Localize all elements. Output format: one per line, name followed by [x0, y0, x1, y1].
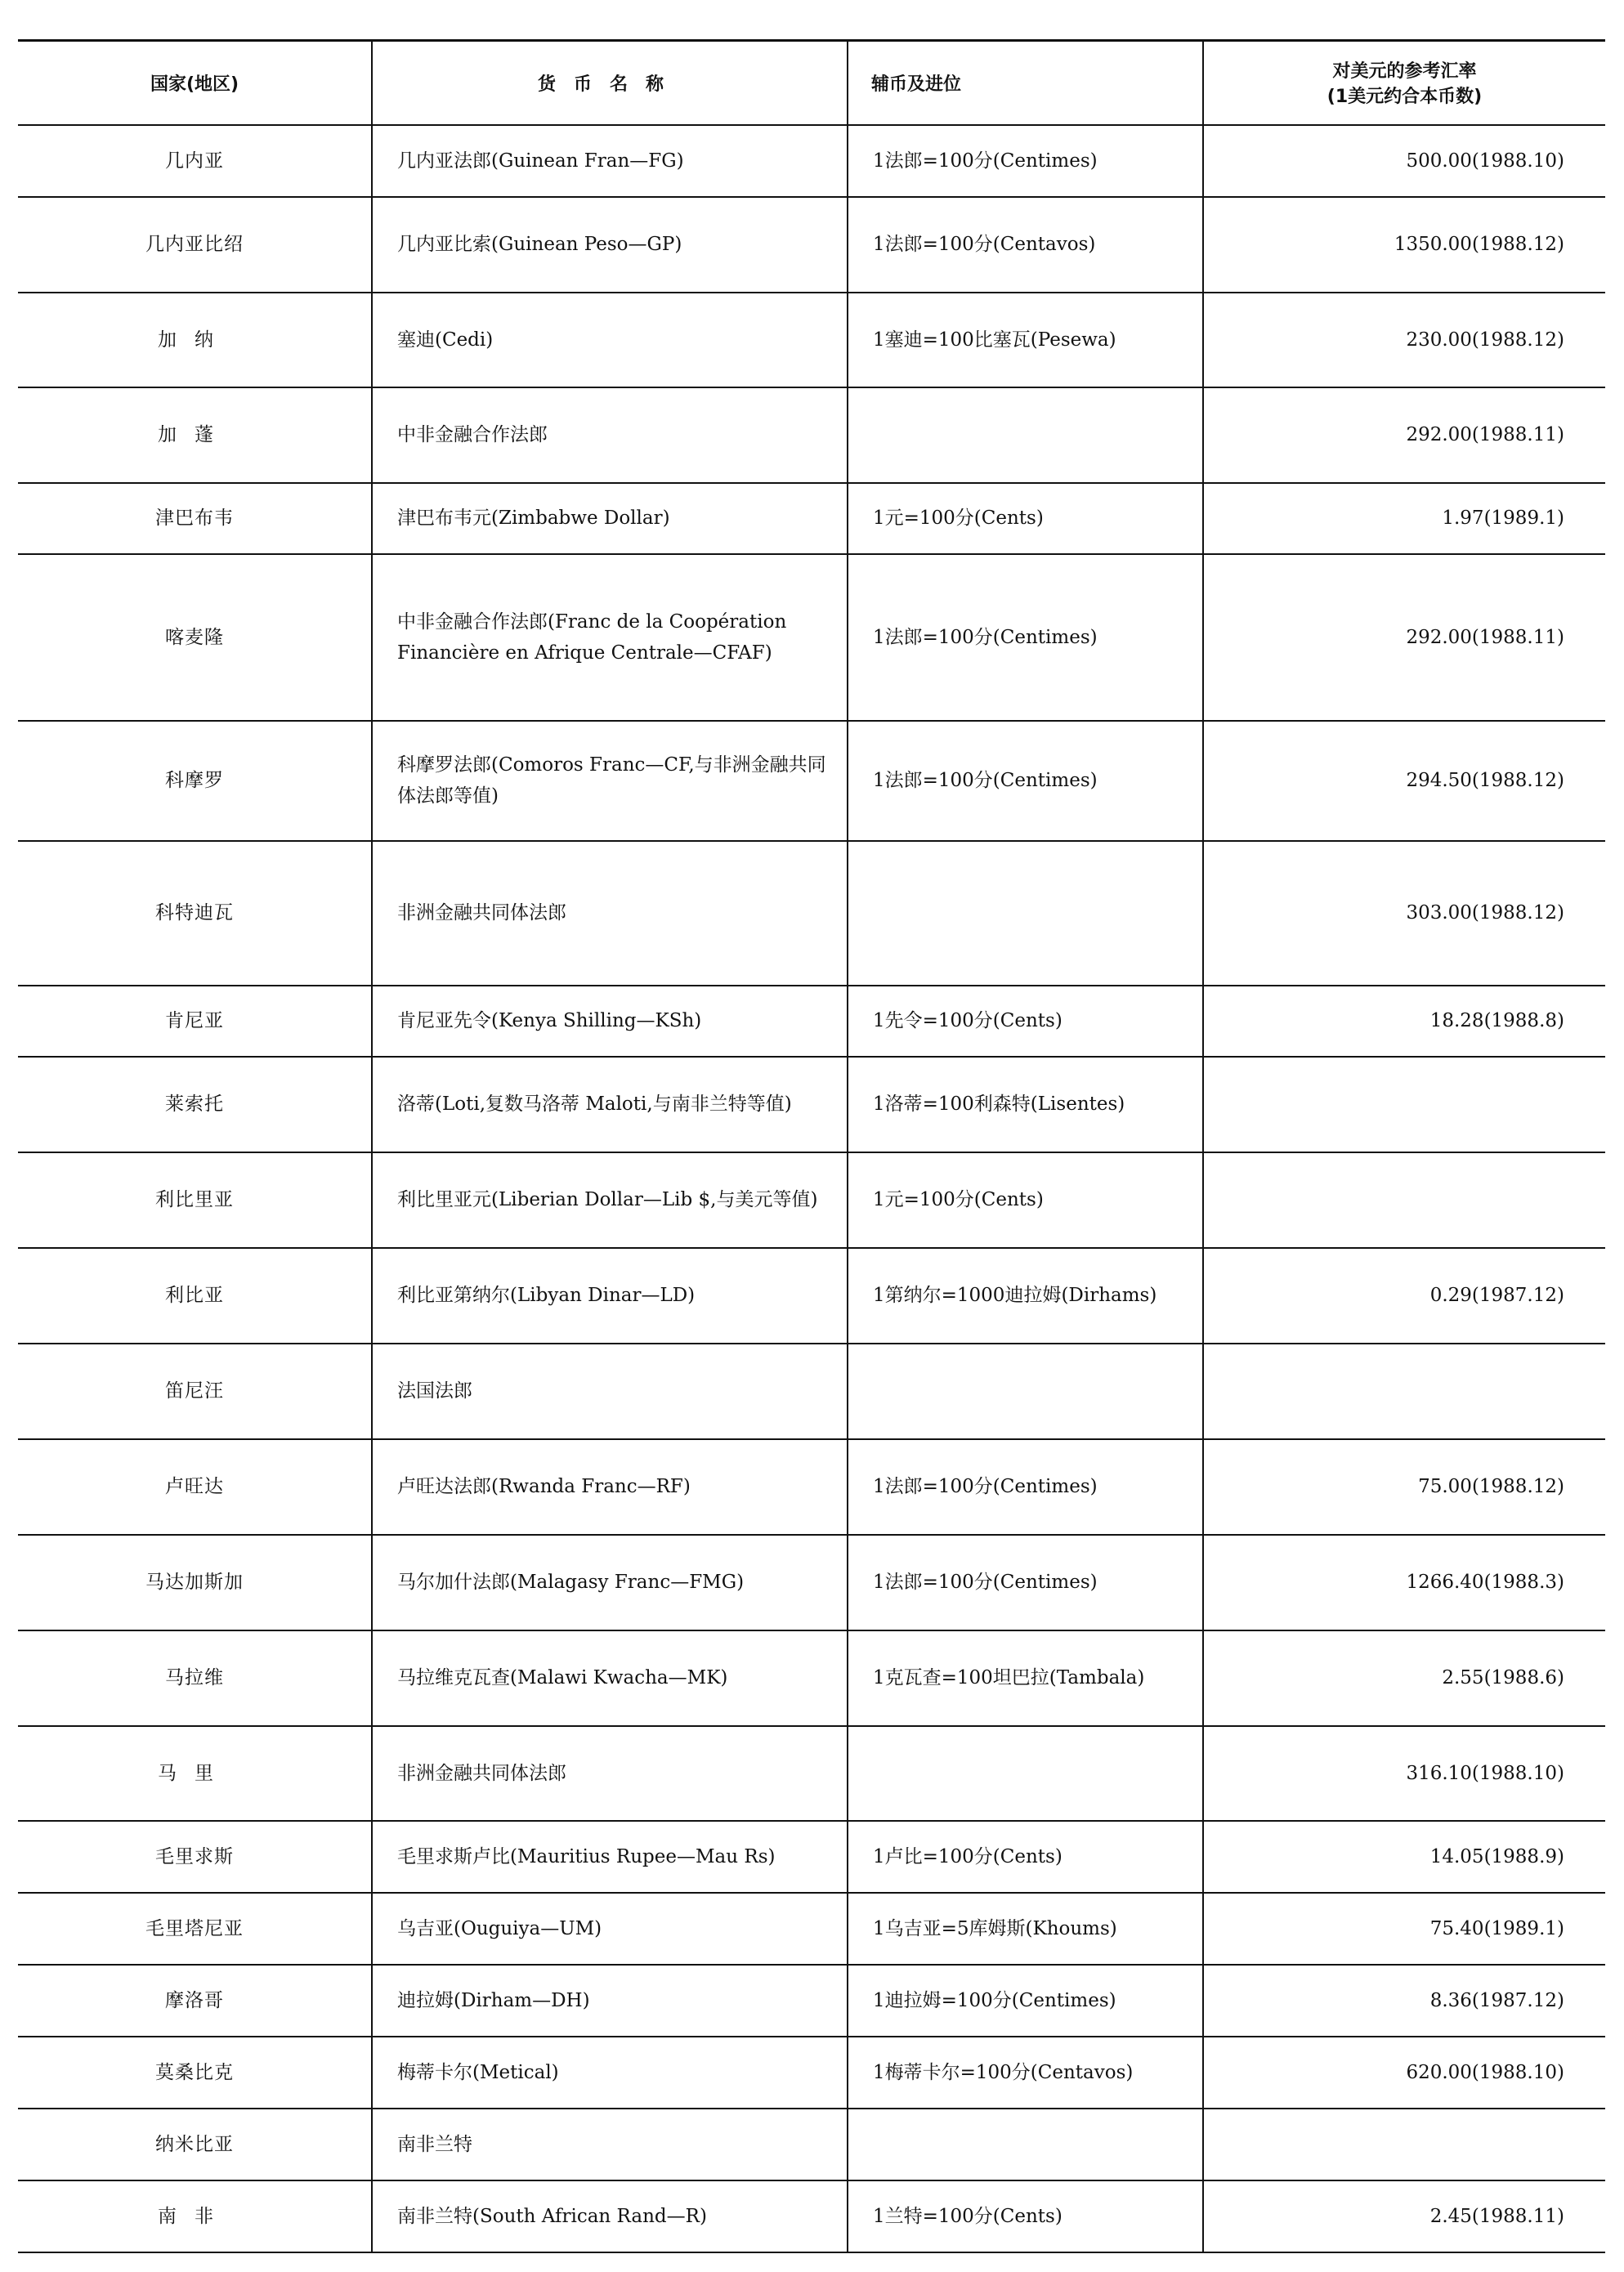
currency-cell: 毛里求斯卢比(Mauritius Rupee—Mau Rs): [372, 1821, 848, 1893]
rate-cell: 303.00(1988.12): [1203, 841, 1605, 986]
rate-cell: 620.00(1988.10): [1203, 2037, 1605, 2109]
table-row: [18, 1893, 1605, 1965]
table-row: [18, 387, 1605, 483]
country-cell: 加纳: [18, 293, 372, 387]
currency-table: [18, 39, 1605, 2253]
table-row: [18, 197, 1605, 293]
table-row: [18, 1439, 1605, 1535]
country-cell: 几内亚比绍: [18, 197, 372, 293]
subunit-cell: 1卢比=100分(Cents): [848, 1821, 1203, 1893]
country-cell: 南非: [18, 2180, 372, 2252]
rate-cell: 500.00(1988.10): [1203, 125, 1605, 197]
header-country: 国家(地区): [18, 41, 372, 125]
currency-cell: 非洲金融共同体法郎: [372, 1726, 848, 1821]
rate-cell: 18.28(1988.8): [1203, 986, 1605, 1057]
currency-cell: 几内亚法郎(Guinean Fran—FG): [372, 125, 848, 197]
rate-cell: 292.00(1988.11): [1203, 387, 1605, 483]
rate-cell: 230.00(1988.12): [1203, 293, 1605, 387]
currency-cell: 利比亚第纳尔(Libyan Dinar—LD): [372, 1248, 848, 1344]
subunit-cell: 1先令=100分(Cents): [848, 986, 1203, 1057]
country-cell: 加蓬: [18, 387, 372, 483]
currency-cell: 卢旺达法郎(Rwanda Franc—RF): [372, 1439, 848, 1535]
subunit-cell: 1塞迪=100比塞瓦(Pesewa): [848, 293, 1203, 387]
currency-cell: 津巴布韦元(Zimbabwe Dollar): [372, 483, 848, 554]
table-row: [18, 1248, 1605, 1344]
currency-cell: 利比里亚元(Liberian Dollar—Lib $,与美元等值): [372, 1152, 848, 1248]
header-subunit: 辅币及进位: [848, 41, 1203, 125]
country-cell: 利比亚: [18, 1248, 372, 1344]
country-cell: 肯尼亚: [18, 986, 372, 1057]
rate-cell: 1350.00(1988.12): [1203, 197, 1605, 293]
subunit-cell: 1法郎=100分(Centimes): [848, 1535, 1203, 1630]
table-row: [18, 1965, 1605, 2037]
subunit-cell: 1元=100分(Cents): [848, 1152, 1203, 1248]
table-row: [18, 841, 1605, 986]
table-row: [18, 2109, 1605, 2180]
table-row: [18, 2180, 1605, 2252]
header-currency-label: 货币名称: [537, 74, 682, 95]
country-cell: 莫桑比克: [18, 2037, 372, 2109]
rate-cell: 1266.40(1988.3): [1203, 1535, 1605, 1630]
table-row: [18, 554, 1605, 721]
table-row: [18, 1630, 1605, 1726]
subunit-cell: [848, 1726, 1203, 1821]
country-cell: 喀麦隆: [18, 554, 372, 721]
header-currency: [372, 41, 848, 125]
table-row: [18, 986, 1605, 1057]
country-cell: 科特迪瓦: [18, 841, 372, 986]
subunit-cell: 1第纳尔=1000迪拉姆(Dirhams): [848, 1248, 1203, 1344]
country-cell: 几内亚: [18, 125, 372, 197]
subunit-cell: 1法郎=100分(Centimes): [848, 721, 1203, 841]
country-cell: 马里: [18, 1726, 372, 1821]
currency-cell: 法国法郎: [372, 1344, 848, 1439]
country-cell: 利比里亚: [18, 1152, 372, 1248]
country-cell: 纳米比亚: [18, 2109, 372, 2180]
table-row: [18, 1344, 1605, 1439]
rate-cell: 292.00(1988.11): [1203, 554, 1605, 721]
country-cell: 摩洛哥: [18, 1965, 372, 2037]
currency-cell: 科摩罗法郎(Comoros Franc—CF,与非洲金融共同体法郎等值): [372, 721, 848, 841]
currency-cell: 南非兰特: [372, 2109, 848, 2180]
table-body: [18, 125, 1605, 2252]
subunit-cell: [848, 2109, 1203, 2180]
table-row: [18, 1057, 1605, 1152]
currency-cell: 马尔加什法郎(Malagasy Franc—FMG): [372, 1535, 848, 1630]
currency-cell: 塞迪(Cedi): [372, 293, 848, 387]
subunit-cell: 1法郎=100分(Centimes): [848, 1439, 1203, 1535]
subunit-cell: 1迪拉姆=100分(Centimes): [848, 1965, 1203, 2037]
subunit-cell: 1法郎=100分(Centimes): [848, 125, 1203, 197]
currency-cell: 非洲金融共同体法郎: [372, 841, 848, 986]
currency-cell: 梅蒂卡尔(Metical): [372, 2037, 848, 2109]
subunit-cell: 1兰特=100分(Cents): [848, 2180, 1203, 2252]
subunit-cell: 1法郎=100分(Centavos): [848, 197, 1203, 293]
rate-cell: 75.40(1989.1): [1203, 1893, 1605, 1965]
table-row: [18, 1726, 1605, 1821]
country-cell: 津巴布韦: [18, 483, 372, 554]
rate-cell: 316.10(1988.10): [1203, 1726, 1605, 1821]
table-row: [18, 1535, 1605, 1630]
header-rate: [1203, 41, 1605, 125]
header-row: [18, 41, 1605, 125]
country-cell: 马达加斯加: [18, 1535, 372, 1630]
currency-table-page: [18, 39, 1605, 2253]
rate-cell: 2.55(1988.6): [1203, 1630, 1605, 1726]
table-row: [18, 2037, 1605, 2109]
rate-cell: 1.97(1989.1): [1203, 483, 1605, 554]
currency-cell: 洛蒂(Loti,复数马洛蒂 Maloti,与南非兰特等值): [372, 1057, 848, 1152]
country-cell: 莱索托: [18, 1057, 372, 1152]
table-row: [18, 1821, 1605, 1893]
currency-cell: 中非金融合作法郎: [372, 387, 848, 483]
table-row: [18, 721, 1605, 841]
rate-cell: 14.05(1988.9): [1203, 1821, 1605, 1893]
rate-cell: [1203, 1152, 1605, 1248]
subunit-cell: 1乌吉亚=5库姆斯(Khoums): [848, 1893, 1203, 1965]
table-row: [18, 293, 1605, 387]
table-row: [18, 1152, 1605, 1248]
rate-cell: [1203, 1344, 1605, 1439]
currency-cell: 马拉维克瓦查(Malawi Kwacha—MK): [372, 1630, 848, 1726]
currency-cell: 几内亚比索(Guinean Peso—GP): [372, 197, 848, 293]
currency-cell: 中非金融合作法郎(Franc de la Coopération Financière en Afrique Centrale—CFAF): [372, 554, 848, 721]
country-cell: 卢旺达: [18, 1439, 372, 1535]
rate-cell: [1203, 2109, 1605, 2180]
subunit-cell: 1克瓦查=100坦巴拉(Tambala): [848, 1630, 1203, 1726]
header-rate-line2: (1美元约合本币数): [1326, 87, 1483, 108]
rate-cell: 0.29(1987.12): [1203, 1248, 1605, 1344]
subunit-cell: [848, 1344, 1203, 1439]
table-row: [18, 483, 1605, 554]
currency-cell: 肯尼亚先令(Kenya Shilling—KSh): [372, 986, 848, 1057]
header-rate-line1: 对美元的参考汇率: [1332, 61, 1477, 83]
currency-cell: 南非兰特(South African Rand—R): [372, 2180, 848, 2252]
subunit-cell: 1元=100分(Cents): [848, 483, 1203, 554]
table-row: [18, 125, 1605, 197]
country-cell: 笛尼汪: [18, 1344, 372, 1439]
subunit-cell: [848, 841, 1203, 986]
subunit-cell: 1法郎=100分(Centimes): [848, 554, 1203, 721]
subunit-cell: 1洛蒂=100利森特(Lisentes): [848, 1057, 1203, 1152]
rate-cell: 8.36(1987.12): [1203, 1965, 1605, 2037]
rate-cell: 294.50(1988.12): [1203, 721, 1605, 841]
currency-cell: 乌吉亚(Ouguiya—UM): [372, 1893, 848, 1965]
currency-cell: 迪拉姆(Dirham—DH): [372, 1965, 848, 2037]
rate-cell: 2.45(1988.11): [1203, 2180, 1605, 2252]
subunit-cell: 1梅蒂卡尔=100分(Centavos): [848, 2037, 1203, 2109]
subunit-cell: [848, 387, 1203, 483]
rate-cell: 75.00(1988.12): [1203, 1439, 1605, 1535]
country-cell: 毛里塔尼亚: [18, 1893, 372, 1965]
country-cell: 科摩罗: [18, 721, 372, 841]
country-cell: 毛里求斯: [18, 1821, 372, 1893]
country-cell: 马拉维: [18, 1630, 372, 1726]
rate-cell: [1203, 1057, 1605, 1152]
